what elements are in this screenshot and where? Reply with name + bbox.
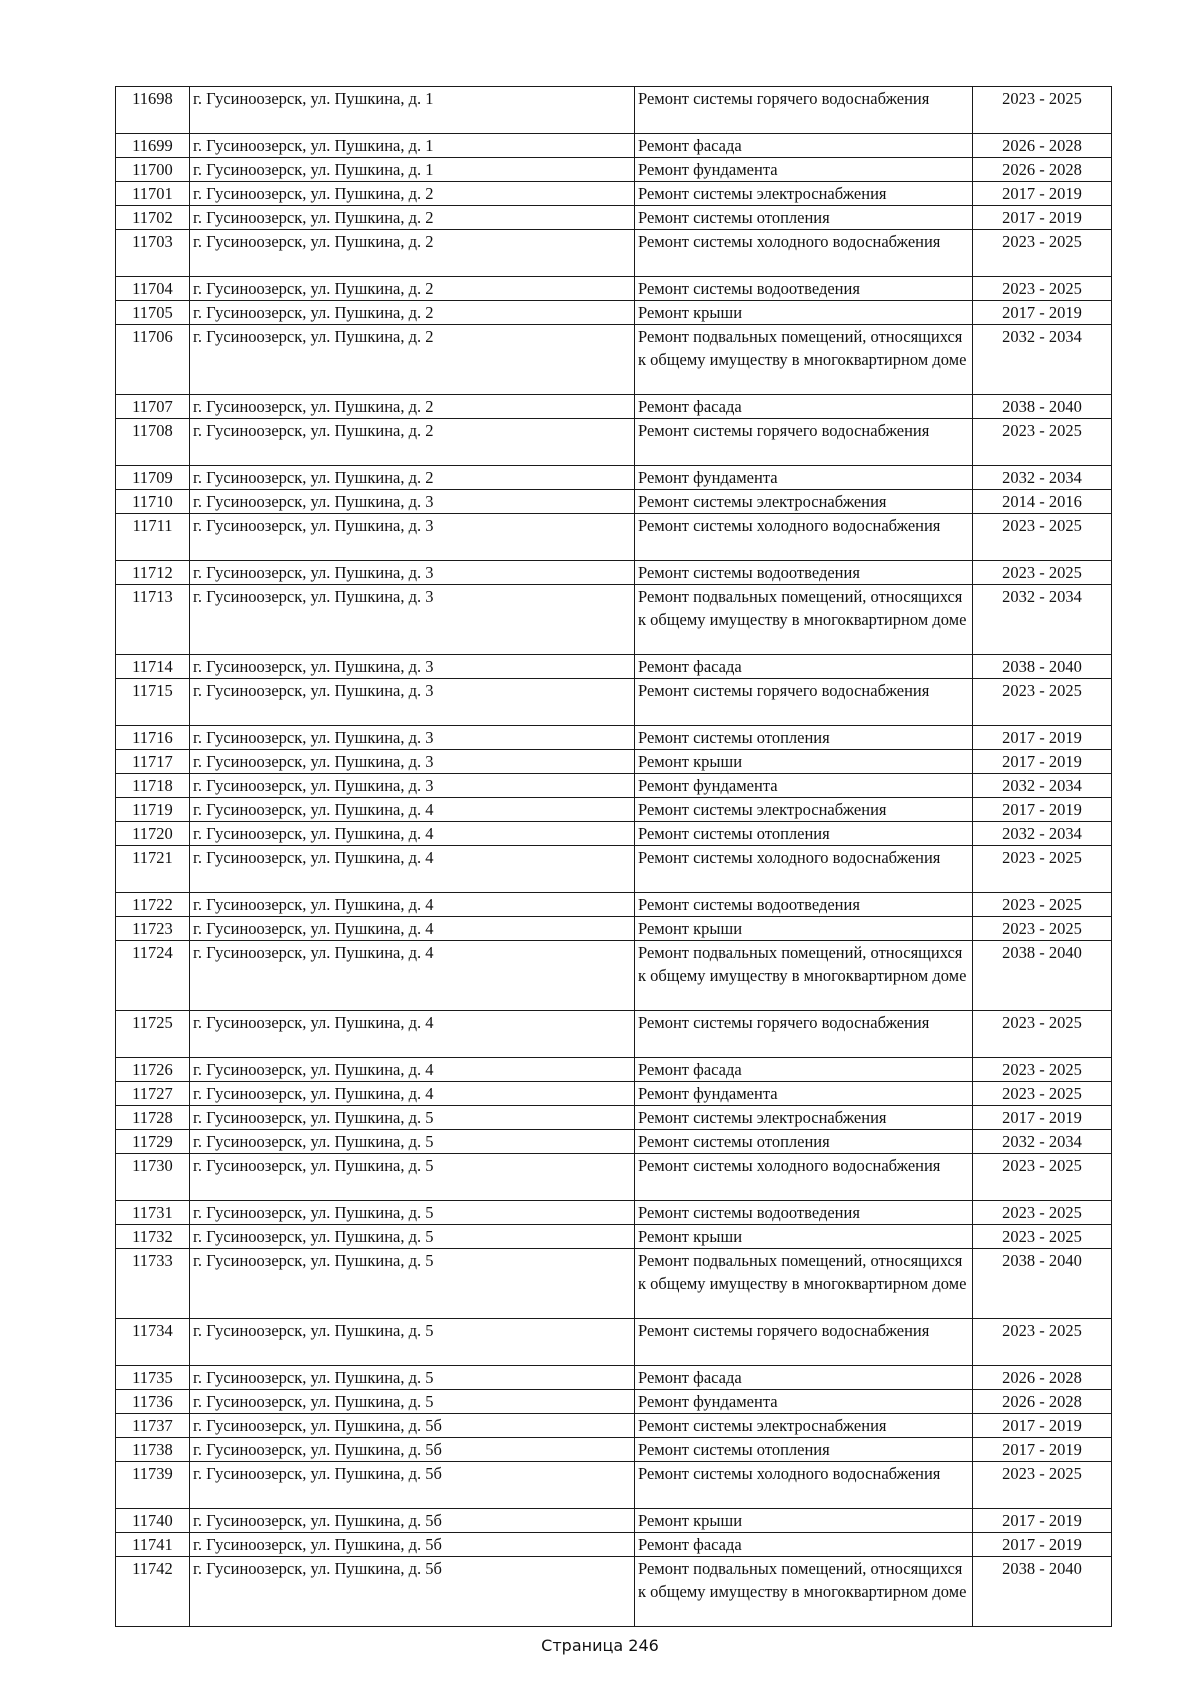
work-type-cell: Ремонт системы холодного водоснабжения	[635, 1154, 973, 1201]
work-type-cell: Ремонт системы электроснабжения	[635, 1414, 973, 1438]
address-cell: г. Гусиноозерск, ул. Пушкина, д. 5	[190, 1154, 635, 1201]
row-number: 11737	[116, 1414, 190, 1438]
period-cell: 2023 - 2025	[973, 1319, 1112, 1366]
work-type-cell: Ремонт крыши	[635, 1225, 973, 1249]
table-row	[116, 1154, 1112, 1201]
work-type-cell: Ремонт системы холодного водоснабжения	[635, 230, 973, 277]
table-row	[116, 1438, 1112, 1462]
row-number: 11720	[116, 822, 190, 846]
work-type-cell: Ремонт фундамента	[635, 158, 973, 182]
table-row	[116, 1533, 1112, 1557]
work-type-cell: Ремонт системы отопления	[635, 1438, 973, 1462]
table-row	[116, 301, 1112, 325]
table-row	[116, 1366, 1112, 1390]
address-cell: г. Гусиноозерск, ул. Пушкина, д. 5	[190, 1249, 635, 1319]
row-number: 11716	[116, 726, 190, 750]
table-row	[116, 1082, 1112, 1106]
table-row	[116, 1414, 1112, 1438]
period-cell: 2017 - 2019	[973, 726, 1112, 750]
table-row	[116, 1509, 1112, 1533]
row-number: 11742	[116, 1557, 190, 1627]
address-cell: г. Гусиноозерск, ул. Пушкина, д. 3	[190, 774, 635, 798]
row-number: 11739	[116, 1462, 190, 1509]
period-cell: 2017 - 2019	[973, 1533, 1112, 1557]
address-cell: г. Гусиноозерск, ул. Пушкина, д. 5б	[190, 1438, 635, 1462]
table-row	[116, 893, 1112, 917]
period-cell: 2026 - 2028	[973, 1366, 1112, 1390]
table-row	[116, 1249, 1112, 1319]
period-cell: 2023 - 2025	[973, 679, 1112, 726]
address-cell: г. Гусиноозерск, ул. Пушкина, д. 1	[190, 134, 635, 158]
table-row	[116, 561, 1112, 585]
work-type-cell: Ремонт фундамента	[635, 774, 973, 798]
period-cell: 2017 - 2019	[973, 301, 1112, 325]
table-row	[116, 750, 1112, 774]
period-cell: 2023 - 2025	[973, 1011, 1112, 1058]
address-cell: г. Гусиноозерск, ул. Пушкина, д. 5б	[190, 1462, 635, 1509]
address-cell: г. Гусиноозерск, ул. Пушкина, д. 3	[190, 514, 635, 561]
period-cell: 2023 - 2025	[973, 917, 1112, 941]
table-row	[116, 846, 1112, 893]
period-cell: 2023 - 2025	[973, 846, 1112, 893]
row-number: 11731	[116, 1201, 190, 1225]
row-number: 11729	[116, 1130, 190, 1154]
table-row	[116, 490, 1112, 514]
table-row	[116, 1058, 1112, 1082]
address-cell: г. Гусиноозерск, ул. Пушкина, д. 3	[190, 490, 635, 514]
period-cell: 2038 - 2040	[973, 1557, 1112, 1627]
table-row	[116, 917, 1112, 941]
row-number: 11727	[116, 1082, 190, 1106]
period-cell: 2032 - 2034	[973, 822, 1112, 846]
work-type-cell: Ремонт системы отопления	[635, 1130, 973, 1154]
work-type-cell: Ремонт системы холодного водоснабжения	[635, 846, 973, 893]
table-row	[116, 514, 1112, 561]
work-type-cell: Ремонт системы горячего водоснабжения	[635, 1011, 973, 1058]
period-cell: 2032 - 2034	[973, 585, 1112, 655]
work-type-cell: Ремонт системы отопления	[635, 726, 973, 750]
work-type-cell: Ремонт системы водоотведения	[635, 1201, 973, 1225]
table-row	[116, 206, 1112, 230]
table-row	[116, 679, 1112, 726]
row-number: 11698	[116, 87, 190, 134]
period-cell: 2023 - 2025	[973, 1082, 1112, 1106]
table-row	[116, 1130, 1112, 1154]
repair-schedule-table	[115, 86, 1112, 1627]
row-number: 11705	[116, 301, 190, 325]
row-number: 11734	[116, 1319, 190, 1366]
table-row	[116, 395, 1112, 419]
work-type-cell: Ремонт системы электроснабжения	[635, 798, 973, 822]
row-number: 11735	[116, 1366, 190, 1390]
address-cell: г. Гусиноозерск, ул. Пушкина, д. 3	[190, 561, 635, 585]
period-cell: 2023 - 2025	[973, 277, 1112, 301]
address-cell: г. Гусиноозерск, ул. Пушкина, д. 5	[190, 1201, 635, 1225]
table-row	[116, 774, 1112, 798]
table-row	[116, 1462, 1112, 1509]
address-cell: г. Гусиноозерск, ул. Пушкина, д. 5б	[190, 1414, 635, 1438]
period-cell: 2017 - 2019	[973, 1438, 1112, 1462]
period-cell: 2038 - 2040	[973, 941, 1112, 1011]
row-number: 11733	[116, 1249, 190, 1319]
table-row	[116, 466, 1112, 490]
work-type-cell: Ремонт системы горячего водоснабжения	[635, 87, 973, 134]
row-number: 11717	[116, 750, 190, 774]
work-type-cell: Ремонт фасада	[635, 655, 973, 679]
address-cell: г. Гусиноозерск, ул. Пушкина, д. 5б	[190, 1557, 635, 1627]
row-number: 11707	[116, 395, 190, 419]
period-cell: 2026 - 2028	[973, 158, 1112, 182]
period-cell: 2023 - 2025	[973, 1154, 1112, 1201]
row-number: 11736	[116, 1390, 190, 1414]
address-cell: г. Гусиноозерск, ул. Пушкина, д. 5	[190, 1130, 635, 1154]
address-cell: г. Гусиноозерск, ул. Пушкина, д. 2	[190, 325, 635, 395]
table-row	[116, 134, 1112, 158]
work-type-cell: Ремонт системы горячего водоснабжения	[635, 419, 973, 466]
table-row	[116, 182, 1112, 206]
work-type-cell: Ремонт фундамента	[635, 1082, 973, 1106]
period-cell: 2023 - 2025	[973, 230, 1112, 277]
period-cell: 2023 - 2025	[973, 893, 1112, 917]
row-number: 11709	[116, 466, 190, 490]
row-number: 11713	[116, 585, 190, 655]
period-cell: 2023 - 2025	[973, 1462, 1112, 1509]
row-number: 11715	[116, 679, 190, 726]
address-cell: г. Гусиноозерск, ул. Пушкина, д. 5	[190, 1225, 635, 1249]
address-cell: г. Гусиноозерск, ул. Пушкина, д. 2	[190, 277, 635, 301]
address-cell: г. Гусиноозерск, ул. Пушкина, д. 2	[190, 419, 635, 466]
work-type-cell: Ремонт системы холодного водоснабжения	[635, 514, 973, 561]
table-row	[116, 1201, 1112, 1225]
period-cell: 2023 - 2025	[973, 514, 1112, 561]
table-row	[116, 798, 1112, 822]
table-row	[116, 1319, 1112, 1366]
row-number: 11721	[116, 846, 190, 893]
address-cell: г. Гусиноозерск, ул. Пушкина, д. 2	[190, 466, 635, 490]
table-row	[116, 158, 1112, 182]
table-row	[116, 277, 1112, 301]
period-cell: 2032 - 2034	[973, 466, 1112, 490]
row-number: 11702	[116, 206, 190, 230]
table-row	[116, 1557, 1112, 1627]
row-number: 11740	[116, 1509, 190, 1533]
period-cell: 2023 - 2025	[973, 87, 1112, 134]
row-number: 11701	[116, 182, 190, 206]
row-number: 11719	[116, 798, 190, 822]
period-cell: 2017 - 2019	[973, 206, 1112, 230]
period-cell: 2038 - 2040	[973, 1249, 1112, 1319]
work-type-cell: Ремонт фундамента	[635, 1390, 973, 1414]
address-cell: г. Гусиноозерск, ул. Пушкина, д. 4	[190, 1082, 635, 1106]
address-cell: г. Гусиноозерск, ул. Пушкина, д. 3	[190, 750, 635, 774]
table-row	[116, 230, 1112, 277]
work-type-cell: Ремонт системы горячего водоснабжения	[635, 679, 973, 726]
period-cell: 2017 - 2019	[973, 182, 1112, 206]
row-number: 11738	[116, 1438, 190, 1462]
work-type-cell: Ремонт крыши	[635, 1509, 973, 1533]
address-cell: г. Гусиноозерск, ул. Пушкина, д. 5б	[190, 1533, 635, 1557]
work-type-cell: Ремонт системы отопления	[635, 822, 973, 846]
work-type-cell: Ремонт фасада	[635, 1533, 973, 1557]
work-type-cell: Ремонт системы холодного водоснабжения	[635, 1462, 973, 1509]
work-type-cell: Ремонт системы отопления	[635, 206, 973, 230]
address-cell: г. Гусиноозерск, ул. Пушкина, д. 4	[190, 893, 635, 917]
period-cell: 2017 - 2019	[973, 1106, 1112, 1130]
address-cell: г. Гусиноозерск, ул. Пушкина, д. 5	[190, 1366, 635, 1390]
work-type-cell: Ремонт системы водоотведения	[635, 561, 973, 585]
work-type-cell: Ремонт системы водоотведения	[635, 893, 973, 917]
period-cell: 2026 - 2028	[973, 134, 1112, 158]
row-number: 11711	[116, 514, 190, 561]
table-row	[116, 325, 1112, 395]
period-cell: 2017 - 2019	[973, 1509, 1112, 1533]
table-row	[116, 1390, 1112, 1414]
address-cell: г. Гусиноозерск, ул. Пушкина, д. 3	[190, 585, 635, 655]
period-cell: 2026 - 2028	[973, 1390, 1112, 1414]
row-number: 11724	[116, 941, 190, 1011]
address-cell: г. Гусиноозерск, ул. Пушкина, д. 5б	[190, 1509, 635, 1533]
address-cell: г. Гусиноозерск, ул. Пушкина, д. 4	[190, 941, 635, 1011]
row-number: 11730	[116, 1154, 190, 1201]
work-type-cell: Ремонт подвальных помещений, относящихся к общему имуществу в многоквартирном доме	[635, 585, 973, 655]
work-type-cell: Ремонт системы электроснабжения	[635, 1106, 973, 1130]
period-cell: 2023 - 2025	[973, 1201, 1112, 1225]
period-cell: 2014 - 2016	[973, 490, 1112, 514]
address-cell: г. Гусиноозерск, ул. Пушкина, д. 3	[190, 679, 635, 726]
table-row	[116, 87, 1112, 134]
period-cell: 2032 - 2034	[973, 774, 1112, 798]
address-cell: г. Гусиноозерск, ул. Пушкина, д. 5	[190, 1319, 635, 1366]
period-cell: 2023 - 2025	[973, 1058, 1112, 1082]
work-type-cell: Ремонт фундамента	[635, 466, 973, 490]
period-cell: 2023 - 2025	[973, 561, 1112, 585]
address-cell: г. Гусиноозерск, ул. Пушкина, д. 4	[190, 822, 635, 846]
table-row	[116, 1106, 1112, 1130]
address-cell: г. Гусиноозерск, ул. Пушкина, д. 1	[190, 87, 635, 134]
address-cell: г. Гусиноозерск, ул. Пушкина, д. 2	[190, 182, 635, 206]
address-cell: г. Гусиноозерск, ул. Пушкина, д. 4	[190, 1058, 635, 1082]
work-type-cell: Ремонт крыши	[635, 750, 973, 774]
work-type-cell: Ремонт фасада	[635, 134, 973, 158]
work-type-cell: Ремонт подвальных помещений, относящихся к общему имуществу в многоквартирном доме	[635, 325, 973, 395]
row-number: 11741	[116, 1533, 190, 1557]
period-cell: 2017 - 2019	[973, 798, 1112, 822]
period-cell: 2032 - 2034	[973, 1130, 1112, 1154]
row-number: 11710	[116, 490, 190, 514]
row-number: 11706	[116, 325, 190, 395]
table-row	[116, 419, 1112, 466]
address-cell: г. Гусиноозерск, ул. Пушкина, д. 4	[190, 917, 635, 941]
period-cell: 2023 - 2025	[973, 1225, 1112, 1249]
work-type-cell: Ремонт подвальных помещений, относящихся к общему имуществу в многоквартирном доме	[635, 1557, 973, 1627]
work-type-cell: Ремонт подвальных помещений, относящихся к общему имуществу в многоквартирном доме	[635, 1249, 973, 1319]
table-row	[116, 1011, 1112, 1058]
work-type-cell: Ремонт крыши	[635, 917, 973, 941]
row-number: 11712	[116, 561, 190, 585]
address-cell: г. Гусиноозерск, ул. Пушкина, д. 5	[190, 1106, 635, 1130]
address-cell: г. Гусиноозерск, ул. Пушкина, д. 3	[190, 655, 635, 679]
address-cell: г. Гусиноозерск, ул. Пушкина, д. 5	[190, 1390, 635, 1414]
period-cell: 2038 - 2040	[973, 395, 1112, 419]
row-number: 11700	[116, 158, 190, 182]
work-type-cell: Ремонт фасада	[635, 395, 973, 419]
table-row	[116, 655, 1112, 679]
address-cell: г. Гусиноозерск, ул. Пушкина, д. 3	[190, 726, 635, 750]
address-cell: г. Гусиноозерск, ул. Пушкина, д. 4	[190, 1011, 635, 1058]
work-type-cell: Ремонт системы водоотведения	[635, 277, 973, 301]
row-number: 11718	[116, 774, 190, 798]
row-number: 11703	[116, 230, 190, 277]
page-number: Страница 246	[541, 1636, 659, 1655]
address-cell: г. Гусиноозерск, ул. Пушкина, д. 1	[190, 158, 635, 182]
work-type-cell: Ремонт фасада	[635, 1058, 973, 1082]
period-cell: 2017 - 2019	[973, 750, 1112, 774]
table-row	[116, 822, 1112, 846]
address-cell: г. Гусиноозерск, ул. Пушкина, д. 4	[190, 798, 635, 822]
row-number: 11732	[116, 1225, 190, 1249]
row-number: 11714	[116, 655, 190, 679]
row-number: 11708	[116, 419, 190, 466]
row-number: 11722	[116, 893, 190, 917]
row-number: 11728	[116, 1106, 190, 1130]
work-type-cell: Ремонт системы электроснабжения	[635, 490, 973, 514]
work-type-cell: Ремонт фасада	[635, 1366, 973, 1390]
address-cell: г. Гусиноозерск, ул. Пушкина, д. 2	[190, 301, 635, 325]
address-cell: г. Гусиноозерск, ул. Пушкина, д. 2	[190, 395, 635, 419]
row-number: 11723	[116, 917, 190, 941]
period-cell: 2017 - 2019	[973, 1414, 1112, 1438]
row-number: 11699	[116, 134, 190, 158]
table-row	[116, 941, 1112, 1011]
work-type-cell: Ремонт подвальных помещений, относящихся к общему имуществу в многоквартирном доме	[635, 941, 973, 1011]
row-number: 11726	[116, 1058, 190, 1082]
address-cell: г. Гусиноозерск, ул. Пушкина, д. 2	[190, 206, 635, 230]
period-cell: 2038 - 2040	[973, 655, 1112, 679]
address-cell: г. Гусиноозерск, ул. Пушкина, д. 2	[190, 230, 635, 277]
work-type-cell: Ремонт системы горячего водоснабжения	[635, 1319, 973, 1366]
period-cell: 2032 - 2034	[973, 325, 1112, 395]
address-cell: г. Гусиноозерск, ул. Пушкина, д. 4	[190, 846, 635, 893]
work-type-cell: Ремонт крыши	[635, 301, 973, 325]
period-cell: 2023 - 2025	[973, 419, 1112, 466]
table-row	[116, 1225, 1112, 1249]
table-body	[116, 87, 1112, 1627]
row-number: 11725	[116, 1011, 190, 1058]
table-row	[116, 585, 1112, 655]
row-number: 11704	[116, 277, 190, 301]
table-row	[116, 726, 1112, 750]
work-type-cell: Ремонт системы электроснабжения	[635, 182, 973, 206]
